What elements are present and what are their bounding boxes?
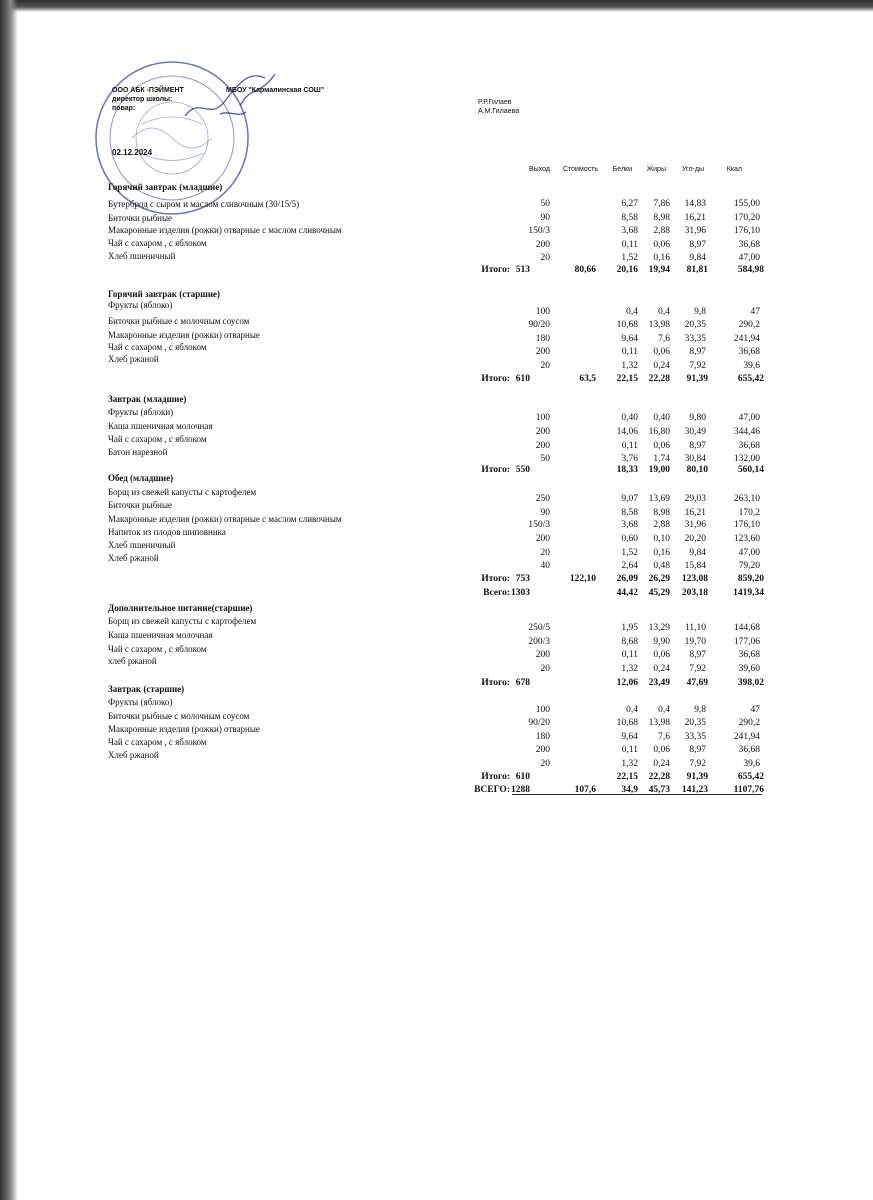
- signature-icon: [180, 66, 280, 126]
- cell-proteins: 0,4: [626, 705, 638, 715]
- cell-kcal: 290,2: [738, 718, 760, 728]
- cell-fats: 13,98: [648, 320, 670, 330]
- dish-name: Макаронные изделия (рожки) отварные: [108, 330, 260, 340]
- total-kcal: 1419,34: [733, 588, 764, 598]
- total-kcal: 655,42: [737, 374, 764, 384]
- cell-proteins: 1,32: [621, 361, 638, 371]
- dish-name: Борщ из свежей капусты с картофелем: [108, 616, 257, 626]
- total-proteins: 22,15: [616, 374, 638, 384]
- total-proteins: 44,42: [616, 588, 638, 598]
- cell-output: 100: [535, 413, 550, 423]
- cell-carbs: 33,35: [684, 334, 706, 344]
- cell-fats: 2,88: [653, 520, 670, 530]
- dish-name: Чай с сахаром , с яблоком: [108, 644, 207, 654]
- cell-proteins: 8,58: [621, 213, 638, 223]
- cell-carbs: 7,92: [689, 759, 706, 769]
- cell-kcal: 47,00: [738, 413, 760, 423]
- cell-proteins: 14,06: [616, 427, 638, 437]
- dish-name: Каша пшеничная молочная: [108, 421, 213, 431]
- cell-fats: 7,6: [658, 732, 670, 742]
- cell-carbs: 31,96: [684, 226, 706, 236]
- total-cost: 107,6: [574, 785, 596, 795]
- dish-name: Хлеб пшеничный: [108, 540, 176, 550]
- dish-name: хлеб ржаной: [108, 656, 157, 666]
- cell-carbs: 11,10: [684, 623, 706, 633]
- dish-name: Фрукты (яблоко): [108, 697, 173, 707]
- cell-kcal: 39,6: [743, 361, 760, 371]
- dish-name: Чай с сахаром , с яблоком: [108, 342, 207, 352]
- total-fats: 26,29: [648, 574, 670, 584]
- total-carbs: 91,39: [686, 772, 708, 782]
- cell-proteins: 6,27: [621, 199, 638, 209]
- cell-kcal: 241,94: [733, 334, 760, 344]
- cell-fats: 9,90: [653, 637, 670, 647]
- dish-name: Чай с сахаром , с яблоком: [108, 238, 207, 248]
- total-kcal: 560,14: [737, 465, 764, 475]
- total-label: Итого:: [481, 678, 510, 688]
- cell-kcal: 36,68: [738, 745, 760, 755]
- total-proteins: 34,9: [621, 785, 638, 795]
- cell-proteins: 0,11: [621, 347, 638, 357]
- cell-output: 100: [535, 307, 550, 317]
- cell-carbs: 8,97: [689, 441, 706, 451]
- cell-carbs: 8,97: [689, 650, 706, 660]
- total-output: 610: [515, 374, 530, 384]
- dish-name: Напиток из плодов шиповника: [108, 527, 226, 537]
- section-title: Завтрак (младшие): [108, 394, 187, 404]
- cell-kcal: 144,68: [733, 623, 760, 633]
- cell-output: 200: [535, 441, 550, 451]
- total-fats: 19,94: [648, 265, 670, 275]
- cell-carbs: 9,80: [689, 413, 706, 423]
- total-carbs: 47,69: [686, 678, 708, 688]
- cell-carbs: 19,70: [684, 637, 706, 647]
- cell-output: 20: [540, 253, 550, 263]
- cell-proteins: 0,11: [621, 650, 638, 660]
- cell-kcal: 36,68: [738, 650, 760, 660]
- cell-proteins: 0,40: [621, 413, 638, 423]
- cell-proteins: 1,32: [621, 759, 638, 769]
- dish-name: Хлеб ржаной: [108, 354, 159, 364]
- cell-fats: 0,10: [653, 534, 670, 544]
- director-name: Р.Р.Гилаев: [478, 99, 512, 106]
- cell-kcal: 263,10: [733, 494, 760, 504]
- total-label: Всего:: [483, 588, 510, 598]
- col-header-fats: Жиры: [646, 166, 666, 173]
- cell-carbs: 8,97: [689, 347, 706, 357]
- scan-border-top: [0, 0, 873, 12]
- total-fats: 23,49: [648, 678, 670, 688]
- cell-output: 200: [535, 745, 550, 755]
- cell-output: 20: [540, 759, 550, 769]
- cell-fats: 0,06: [653, 240, 670, 250]
- cell-fats: 0,4: [658, 307, 670, 317]
- cell-fats: 1,74: [653, 454, 670, 464]
- cell-kcal: 176,10: [733, 226, 760, 236]
- cell-carbs: 9,8: [694, 705, 706, 715]
- cell-carbs: 15,84: [684, 561, 706, 571]
- total-label: Итого:: [481, 772, 510, 782]
- cell-output: 90: [540, 508, 550, 518]
- dish-name: Хлеб пшеничный: [108, 251, 176, 261]
- dish-name: Биточки рыбные: [108, 213, 173, 223]
- cell-proteins: 10,68: [616, 718, 638, 728]
- cell-fats: 0,24: [653, 759, 670, 769]
- cell-carbs: 33,35: [684, 732, 706, 742]
- cell-fats: 0,48: [653, 561, 670, 571]
- cell-kcal: 36,68: [738, 441, 760, 451]
- cell-fats: 0,06: [653, 650, 670, 660]
- cell-kcal: 47,00: [738, 548, 760, 558]
- cell-fats: 0,24: [653, 361, 670, 371]
- dish-name: Макаронные изделия (рожки) отварные с маслом сливочным: [108, 514, 342, 524]
- cell-fats: 16,80: [648, 427, 670, 437]
- cell-proteins: 9,64: [621, 334, 638, 344]
- total-carbs: 80,10: [686, 465, 708, 475]
- cell-carbs: 29,03: [684, 494, 706, 504]
- cell-proteins: 1,52: [621, 548, 638, 558]
- cell-fats: 0,16: [653, 253, 670, 263]
- grand-total-underline: [512, 794, 762, 795]
- cell-fats: 13,98: [648, 718, 670, 728]
- cell-carbs: 7,92: [689, 361, 706, 371]
- cell-kcal: 241,94: [733, 732, 760, 742]
- dish-name: Борщ из свежей капусты с картофелем: [108, 487, 257, 497]
- cell-carbs: 7,92: [689, 664, 706, 674]
- cell-output: 100: [535, 705, 550, 715]
- cell-output: 20: [540, 548, 550, 558]
- cell-carbs: 16,21: [684, 213, 706, 223]
- total-output: 753: [515, 574, 530, 584]
- total-carbs: 91,39: [686, 374, 708, 384]
- cell-carbs: 16,21: [684, 508, 706, 518]
- cell-proteins: 3,68: [621, 226, 638, 236]
- cell-output: 150/3: [528, 520, 550, 530]
- cell-carbs: 8,97: [689, 240, 706, 250]
- total-kcal: 655,42: [737, 772, 764, 782]
- cell-proteins: 1,95: [621, 623, 638, 633]
- school-name: МБОУ "Кармалинская СОШ": [226, 87, 325, 94]
- cell-output: 150/3: [528, 226, 550, 236]
- cell-fats: 8,98: [653, 508, 670, 518]
- total-output: 1288: [511, 785, 530, 795]
- cell-kcal: 47: [750, 307, 760, 317]
- cell-carbs: 9,8: [694, 307, 706, 317]
- cell-output: 200/3: [528, 637, 550, 647]
- cell-kcal: 155,00: [733, 199, 760, 209]
- total-kcal: 859,20: [737, 574, 764, 584]
- dish-name: Батон нарезной: [108, 447, 168, 457]
- dish-name: Биточки рыбные: [108, 500, 173, 510]
- cell-fats: 13,69: [648, 494, 670, 504]
- section-title: Обед (младшие): [108, 473, 174, 483]
- cell-proteins: 0,11: [621, 745, 638, 755]
- cell-proteins: 3,76: [621, 454, 638, 464]
- cell-kcal: 39,6: [743, 759, 760, 769]
- cell-fats: 0,16: [653, 548, 670, 558]
- col-header-carbs: Угл-ды: [681, 166, 704, 173]
- total-label: Итого:: [481, 574, 510, 584]
- cell-fats: 0,06: [653, 441, 670, 451]
- total-output: 610: [515, 772, 530, 782]
- dish-name: Бутерброд с сыром и маслом сливочным (30/15/5): [108, 199, 300, 209]
- cook-label: повар:: [112, 105, 136, 112]
- total-fats: 22,28: [648, 374, 670, 384]
- total-label: ВСЕГО:: [474, 785, 510, 795]
- total-proteins: 20,16: [616, 265, 638, 275]
- total-carbs: 81,81: [686, 265, 708, 275]
- total-output: 1303: [511, 588, 530, 598]
- total-output: 513: [515, 265, 530, 275]
- cell-proteins: 0,4: [626, 307, 638, 317]
- total-proteins: 26,09: [616, 574, 638, 584]
- cell-kcal: 79,20: [738, 561, 760, 571]
- cell-fats: 0,40: [653, 413, 670, 423]
- cell-output: 200: [535, 347, 550, 357]
- cell-fats: 8,98: [653, 213, 670, 223]
- cell-output: 200: [535, 240, 550, 250]
- dish-name: Чай с сахаром , с яблоком: [108, 434, 207, 444]
- cell-output: 50: [540, 199, 550, 209]
- cell-kcal: 290,2: [738, 320, 760, 330]
- menu-date: 02.12.2024: [112, 148, 153, 157]
- cell-fats: 0,06: [653, 347, 670, 357]
- cell-proteins: 8,58: [621, 508, 638, 518]
- cell-kcal: 39,60: [738, 664, 760, 674]
- cell-kcal: 132,00: [733, 454, 760, 464]
- cell-carbs: 31,96: [684, 520, 706, 530]
- total-label: Итого:: [481, 465, 510, 475]
- cell-kcal: 47,00: [738, 253, 760, 263]
- cell-fats: 0,24: [653, 664, 670, 674]
- cell-proteins: 8,68: [621, 637, 638, 647]
- total-kcal: 398,02: [737, 678, 764, 688]
- cell-proteins: 2,64: [621, 561, 638, 571]
- section-title: Горячий завтрак (старшие): [108, 289, 221, 299]
- org-name: ООО АБК -ПЭЙМЕНТ: [112, 87, 184, 94]
- total-label: Итого:: [481, 265, 510, 275]
- cook-name: А.М.Гилаева: [478, 108, 520, 115]
- cell-kcal: 170,20: [733, 213, 760, 223]
- col-header-proteins: Белки: [612, 166, 632, 173]
- total-output: 678: [515, 678, 530, 688]
- total-kcal: 584,98: [737, 265, 764, 275]
- total-carbs: 203,18: [681, 588, 708, 598]
- total-fats: 45,29: [648, 588, 670, 598]
- cell-output: 90: [540, 213, 550, 223]
- total-cost: 122,10: [569, 574, 596, 584]
- cell-fats: 7,86: [653, 199, 670, 209]
- total-fats: 19,00: [648, 465, 670, 475]
- scan-border-left: [0, 0, 18, 1200]
- cell-carbs: 9,84: [689, 253, 706, 263]
- cell-kcal: 176,10: [733, 520, 760, 530]
- section-title: Дополнительное питание(старшие): [108, 603, 253, 613]
- col-header-output: Выход: [529, 166, 550, 173]
- cell-kcal: 123,60: [733, 534, 760, 544]
- total-fats: 45,73: [648, 785, 670, 795]
- cell-carbs: 30,84: [684, 454, 706, 464]
- cell-proteins: 0,11: [621, 240, 638, 250]
- cell-fats: 0,4: [658, 705, 670, 715]
- dish-name: Чай с сахаром , с яблоком: [108, 737, 207, 747]
- cell-kcal: 36,68: [738, 347, 760, 357]
- dish-name: Хлеб ржаной: [108, 553, 159, 563]
- cell-fats: 2,88: [653, 226, 670, 236]
- cell-carbs: 20,35: [684, 718, 706, 728]
- cell-proteins: 9,07: [621, 494, 638, 504]
- total-label: Итого:: [481, 374, 510, 384]
- total-cost: 63,5: [579, 374, 596, 384]
- dish-name: Макаронные изделия (рожки) отварные: [108, 724, 260, 734]
- section-title: Горячий завтрак (младшие): [108, 182, 223, 192]
- cell-output: 20: [540, 361, 550, 371]
- col-header-cost: Стоимость: [562, 166, 598, 173]
- dish-name: Биточки рыбные с молочным соусом: [108, 711, 250, 721]
- total-proteins: 22,15: [616, 772, 638, 782]
- cell-output: 90/20: [528, 718, 550, 728]
- cell-fats: 0,06: [653, 745, 670, 755]
- cell-output: 40: [540, 561, 550, 571]
- cell-output: 200: [535, 427, 550, 437]
- director-label: директор школы:: [112, 96, 173, 103]
- section-title: Завтрак (старшие): [108, 684, 185, 694]
- cell-kcal: 47: [750, 705, 760, 715]
- cell-output: 200: [535, 650, 550, 660]
- cell-proteins: 1,52: [621, 253, 638, 263]
- cell-proteins: 3,68: [621, 520, 638, 530]
- cell-proteins: 0,11: [621, 441, 638, 451]
- total-fats: 22,28: [648, 772, 670, 782]
- dish-name: Фрукты (яблоки): [108, 407, 174, 417]
- total-output: 550: [515, 465, 530, 475]
- cell-output: 50: [540, 454, 550, 464]
- cell-kcal: 170,2: [738, 508, 760, 518]
- cell-carbs: 8,97: [689, 745, 706, 755]
- cell-output: 20: [540, 664, 550, 674]
- dish-name: Каша пшеничная молочная: [108, 630, 213, 640]
- cell-carbs: 30,49: [684, 427, 706, 437]
- total-proteins: 18,33: [616, 465, 638, 475]
- dish-name: Фрукты (яблоко): [108, 300, 173, 310]
- cell-proteins: 0,60: [621, 534, 638, 544]
- cell-carbs: 20,35: [684, 320, 706, 330]
- cell-carbs: 20,20: [684, 534, 706, 544]
- cell-output: 250: [535, 494, 550, 504]
- total-carbs: 123,08: [681, 574, 708, 584]
- cell-proteins: 9,64: [621, 732, 638, 742]
- cell-carbs: 14,83: [684, 199, 706, 209]
- cell-kcal: 344,46: [733, 427, 760, 437]
- cell-output: 180: [535, 334, 550, 344]
- dish-name: Хлеб ржаной: [108, 750, 159, 760]
- cell-fats: 7,6: [658, 334, 670, 344]
- cell-kcal: 36,68: [738, 240, 760, 250]
- cell-output: 200: [535, 534, 550, 544]
- total-carbs: 141,23: [681, 785, 708, 795]
- col-header-kcal: Ккал: [726, 166, 742, 173]
- cell-kcal: 177,06: [733, 637, 760, 647]
- cell-carbs: 9,84: [689, 548, 706, 558]
- cell-proteins: 1,32: [621, 664, 638, 674]
- dish-name: Макаронные изделия (рожки) отварные с маслом сливочным: [108, 225, 342, 235]
- cell-output: 250/5: [528, 623, 550, 633]
- cell-proteins: 10,68: [616, 320, 638, 330]
- total-cost: 80,66: [574, 265, 596, 275]
- cell-fats: 13,29: [648, 623, 670, 633]
- dish-name: Биточки рыбные с молочным соусом: [108, 316, 250, 326]
- total-kcal: 1107,76: [733, 785, 764, 795]
- total-proteins: 12,06: [616, 678, 638, 688]
- cell-output: 180: [535, 732, 550, 742]
- cell-output: 90/20: [528, 320, 550, 330]
